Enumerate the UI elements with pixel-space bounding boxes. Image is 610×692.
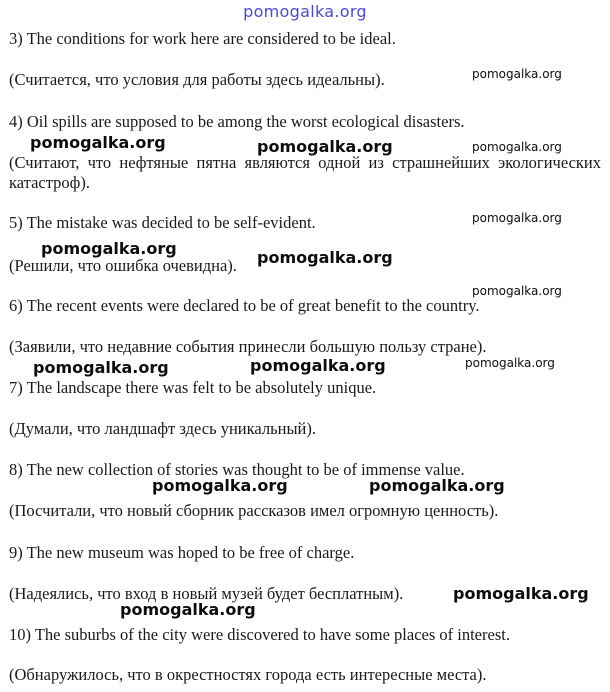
sentence-en-8: 8) The new collection of stories was thought to be of immense value. — [9, 460, 465, 479]
watermark: pomogalka.org — [472, 211, 562, 225]
watermark: pomogalka.org — [472, 284, 562, 298]
sentence-en-5: 5) The mistake was decided to be self-evident. — [9, 213, 316, 232]
sentence-ru-4: (Считают, что нефтяные пятна являются одной из страшнейших экологических катастроф). — [9, 153, 601, 192]
watermark: pomogalka.org — [41, 239, 177, 258]
sentence-en-9: 9) The new museum was hoped to be free of charge. — [9, 543, 355, 562]
watermark: pomogalka.org — [465, 356, 555, 370]
watermark: pomogalka.org — [257, 137, 393, 156]
sentence-ru-5: (Решили, что ошибка очевидна). — [9, 256, 237, 275]
sentence-ru-3: (Считается, что условия для работы здесь идеальны). — [9, 70, 385, 89]
sentence-en-6: 6) The recent events were declared to be of great benefit to the country. — [9, 296, 480, 315]
watermark: pomogalka.org — [257, 248, 393, 267]
sentence-en-3: 3) The conditions for work here are considered to be ideal. — [9, 29, 396, 48]
watermark: pomogalka.org — [33, 358, 169, 377]
sentence-en-10: 10) The suburbs of the city were discovered to have some places of interest. — [9, 625, 510, 644]
site-header: pomogalka.org — [243, 2, 367, 21]
sentence-ru-7: (Думали, что ландшафт здесь уникальный). — [9, 419, 316, 438]
watermark: pomogalka.org — [369, 476, 505, 495]
watermark: pomogalka.org — [30, 133, 166, 152]
watermark: pomogalka.org — [120, 600, 256, 619]
watermark: pomogalka.org — [453, 584, 589, 603]
sentence-ru-9: (Надеялись, что вход в новый музей будет бесплатным). — [9, 584, 404, 603]
sentence-en-7: 7) The landscape there was felt to be absolutely unique. — [9, 378, 377, 397]
watermark: pomogalka.org — [250, 356, 386, 375]
sentence-ru-6: (Заявили, что недавние события принесли большую пользу стране). — [9, 337, 487, 356]
watermark: pomogalka.org — [152, 476, 288, 495]
watermark: pomogalka.org — [472, 140, 562, 154]
sentence-ru-8: (Посчитали, что новый сборник рассказов имел огромную ценность). — [9, 501, 499, 520]
sentence-en-4: 4) Oil spills are supposed to be among the worst ecological disasters. — [9, 112, 465, 131]
sentence-ru-10: (Обнаружилось, что в окрестностях города есть интересные места). — [9, 665, 487, 684]
watermark: pomogalka.org — [472, 67, 562, 81]
